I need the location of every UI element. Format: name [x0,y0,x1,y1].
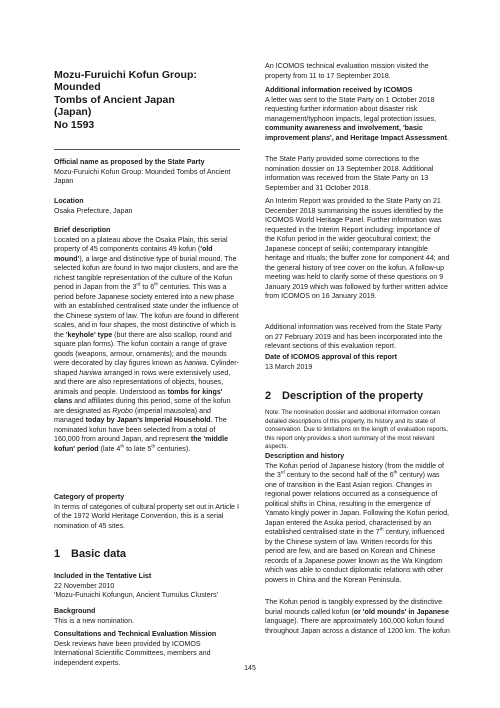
additional-info-p3: An Interim Report was provided to the State Party on 21 December 2018 summarising the issues identified by the ICOMOS World Heritage Panel. Further information was requested in the Interim Report including: importance of the Kofun period in the wider geocultural context; the Japanese concept of seiiki; contemporary intangible heritage and rituals; the buffer zone for component 44; and the general history of tree cover on the kofun. A follow-up meeting was held to clarify some of these questions on 9 January 2019 which was followed by further written advice from ICOMOS on 16 January 2019. [265,197,450,300]
page-number: 145 [244,665,256,672]
section-heading: Official name as proposed by the State Party [54,158,205,166]
location-text: Osaka Prefecture, Japan [54,206,133,215]
mission-text: An ICOMOS technical evaluation mission visited the property from 11 to 17 September 2018. [265,62,429,80]
title-line: Mozu-Furuichi Kofun Group: Mounded [54,69,197,94]
additional-info-section [265,86,451,143]
tentative-name: 'Mozu-Furuichi Kofungun, Ancient Tumulus Clusters' [54,591,218,599]
consultations-text: Desk reviews have been provided by ICOMOS International Scientific Committees, members and independent experts. [54,639,211,667]
background-section [54,607,240,626]
section-heading: Location [54,197,84,205]
brief-description-section [54,226,240,454]
history-p1: The Kofun period of Japanese history (from the middle of the 3rd century to the second half of the 6th century) was one of transition in the East Asian region. Changes in regional power relations occurred as a consequence of political shifts in China, resulting in the emergence of Yamato kingly power in Japan. Following the Kofun period, Japan entered the Asuka period, characterised by an established centralised state in the 7th century, influenced by the Chinese system of law. Written records for this period are few, and are based on Korean and Chinese records of a Japanese power known as the Wa Kingdom which was able to conduct diplomatic relations with other powers in China and the Korean Peninsula. [265,461,450,584]
official-name-text: Mozu-Furuichi Kofun Group: Mounded Tombs of Ancient Japan [54,167,231,185]
approval-date-section [265,353,451,372]
additional-info-p4: Additional information was received from the State Party on 27 February 2019 and has been incorporated into the relevant sections of this evaluation report. [265,323,443,350]
title-divider [54,149,240,150]
additional-info-p1: A letter was sent to the State Party on 1 October 2018 requesting further information about disaster risk management/typhoon impacts, legal protection issues, community awareness and involvement, 'basic improvement plans', and Heritage Impact Assessment. [265,95,449,142]
section-heading: Brief description [54,226,111,234]
approval-date-text: 13 March 2019 [265,362,313,371]
document-title [54,69,240,131]
category-section [54,493,240,531]
history-section [265,452,451,585]
description-heading: 2 Description of the property [265,390,424,402]
section-heading: Date of ICOMOS approval of this report [265,353,398,361]
section-heading: Background [54,607,96,615]
section-heading: Consultations and Technical Evaluation Mission [54,630,217,638]
location-section [54,197,240,216]
consultations-section [54,630,240,668]
title-line: No 1593 [54,118,95,131]
history-p2: The Kofun period is tangibly expressed by the distinctive burial mounds called kofun (or 'old mounds' in Japanese language). There are approximately 160,000 kofun found throughout Japan across a distance of 1200 km. The kofun [265,598,450,635]
note-text: Note: The nomination dossier and additional information contain detailed descriptions of this property, its history and its state of conservation. Due to limitations on the length of evaluation reports, this report only provides a short summary of the most relevant aspects. [265,409,448,451]
title-line: (Japan) [54,106,92,119]
brief-description-text: Located on a plateau above the Osaka Plain, this serial property of 45 components contains 49 kofun ('old mound'), a large and distinctive type of burial mound. The selected kofun are found in two major clusters, and are the richest tangible representation of the culture of the Kofun period in Japan from the 3rd to 6th centuries. This was a period before Japanese society entered into a new phase with an established centralised state under the influence of the Chinese system of law. The kofun are found in different scales, and in four shapes, the most distinctive of which is the 'keyhole' type (but there are also scallop, round and square plan forms). The kofun contain a range of grave goods (weapons, armour, ornaments); and the mounds were decorated by clay figures known as haniwa. Cylinder-shaped haniwa arranged in rows were extensively used, and there are also representations of objects, houses, animals and people. Understood as tombs for kings' clans and affiliates during this period, some of the kofun are designated as Ryobo (imperial mausolea) and managed today by Japan's Imperial Household. The nominated kofun have been selected from a total of 160,000 from around Japan, and represent the 'middle kofun' period (late 4th to late 5th centuries). [54,235,239,453]
official-name-section [54,158,240,187]
section-heading: Description and history [265,452,345,460]
tentative-date: 22 November 2010 [54,581,115,590]
section-number: 1 [54,548,61,560]
section-heading: Included in the Tentative List [54,572,152,580]
basic-data-heading: 1 Basic data [54,548,127,560]
title-line: Tombs of Ancient Japan [54,93,175,106]
section-heading: Additional information received by ICOMOS [265,86,413,94]
section-number: 2 [265,390,272,402]
background-text: This is a new nomination. [54,616,135,625]
tentative-list-section [54,572,240,601]
additional-info-p2: The State Party provided some corrections to the nomination dossier on 13 September 2018. Additional information was received from the State Party on 13 September and 31 October 2018. [265,155,434,192]
section-heading: Category of property [54,493,125,501]
category-text: In terms of categories of cultural property set out in Article I of the 1972 World Heritage Convention, this is a serial nomination of 45 sites. [54,502,239,530]
